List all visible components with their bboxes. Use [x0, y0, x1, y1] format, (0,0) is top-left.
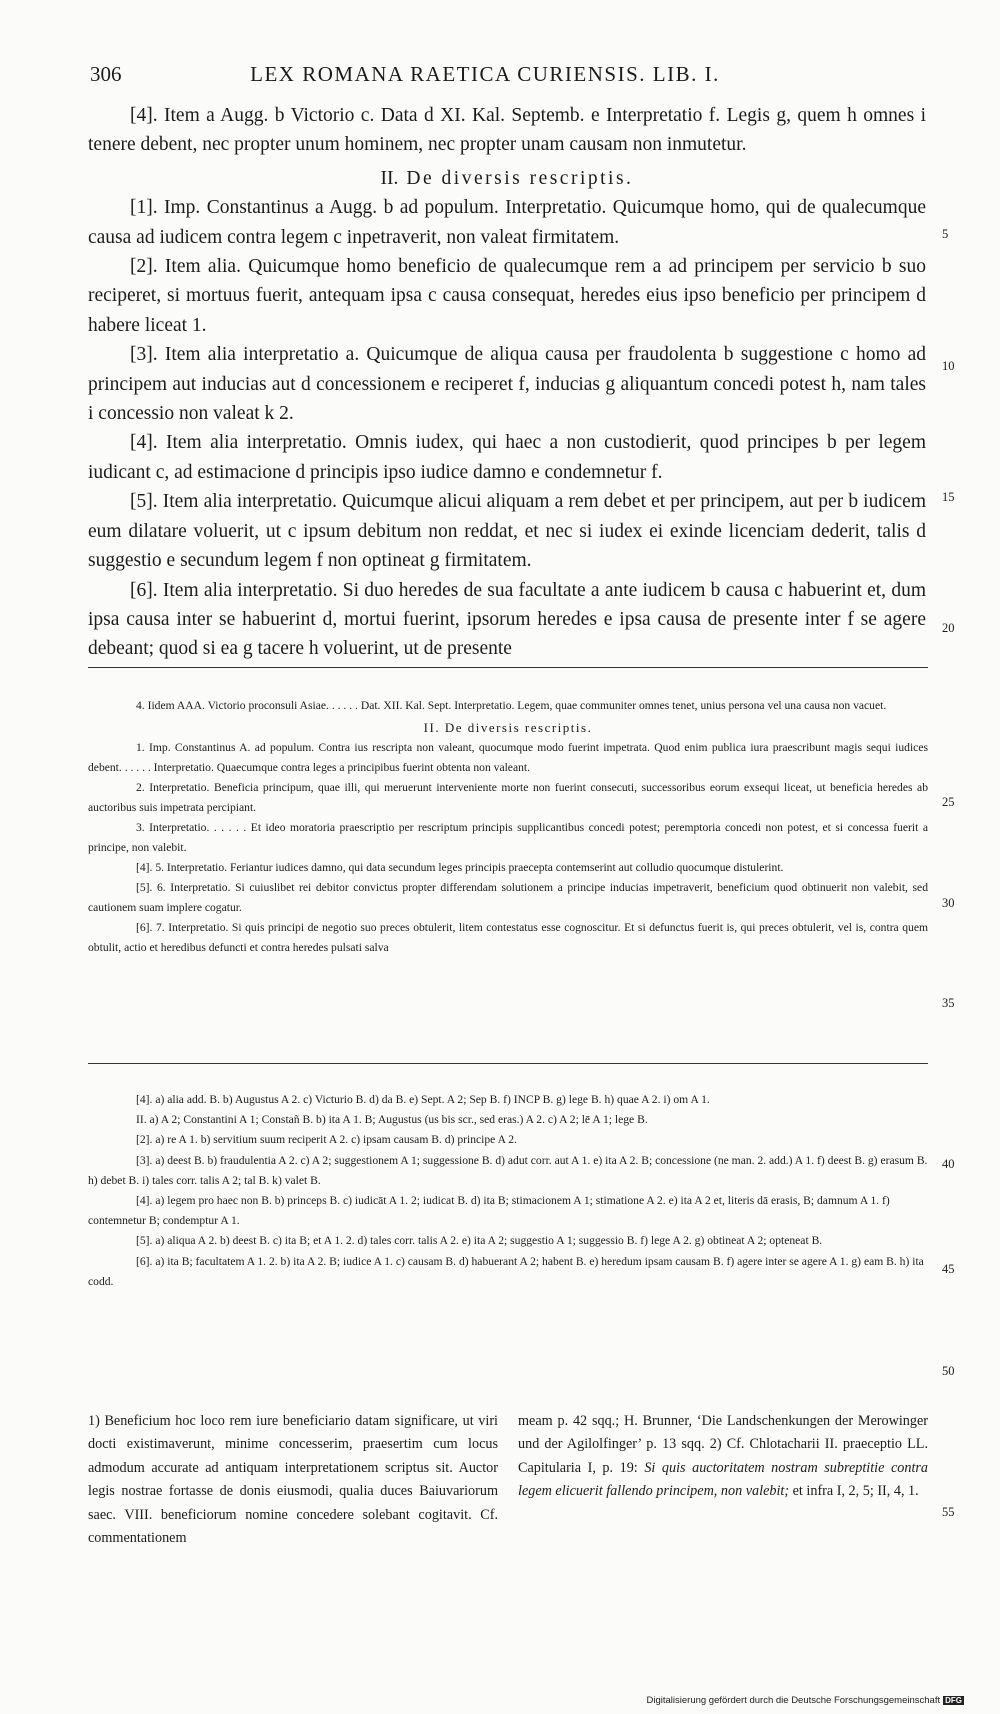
line-number: 30 [942, 896, 955, 910]
source-note-4: 4. Iidem AAA. Victorio proconsuli Asiae. . . . . . Dat. XII. Kal. Sept. Interpretatio. Legem, quae communiter omnes tenet, unius persona vel una causa non vacuet. [136, 699, 887, 712]
line-number: 5 [942, 227, 949, 241]
footnote-2-text: meam p. 42 sqq.; H. Brunner, ‘Die Landschenkungen der Merowinger und der Agilolfinger’ p. 13 sqq. 2) Cf. Chlotacharii II. praeceptio LL. Capitularia I, p. 19: [518, 1413, 928, 1476]
footer-text: Digitalisierung gefördert durch die Deutsche Forschungsgemeinschaft [646, 1695, 941, 1706]
source-note-5: [5]. 6. Interpretatio. Si cuiuslibet rei debitor convictus propter differendam solutionem a principe inducias impetraverit, beneficium quod obtinuerit non valebit, sed cautionem suam implere cogatur. [88, 881, 928, 914]
variant-II: II. a) A 2; Constantini A 1; Constañ B. b) ita A 1. B; Augustus (us bis scr., sed eras.) A 2. c) A 2; lē A 1; lege B. [136, 1113, 648, 1127]
source-note-2: 2. Interpretatio. Beneficia principum, quae illi, qui meruerunt interveniente morte non fuerint consecuti, successoribus eorum exsequi liceat, ut beneficia heredes ab auctoribus suis impetrata percipiant. [88, 781, 928, 814]
variant-3: [3]. a) deest B. b) fraudulentia A 2. c) A 2; suggestionem A 1; suggessione B. d) adut corr. aut A 1. e) ita A 2. B; concessione (ne man. 2. add.) A 1. f) deest B. g) erasum B. h) debet B. i) tales corr. talis A 2; tal B. k) valet B. [88, 1153, 928, 1187]
divider [88, 1063, 928, 1064]
line-number: 45 [942, 1262, 955, 1276]
variant-readings [88, 1090, 928, 1292]
digitization-footer [647, 1695, 965, 1706]
line-number: 25 [942, 795, 955, 809]
paragraph-s4: [4]. Item alia interpretatio. Omnis iudex, qui haec a non custodierit, quod principes b per legem iudicant c, ad estimacione d principis ipso iudice damno e condemnetur f. [88, 432, 926, 483]
dfg-logo: DFG [945, 1696, 962, 1705]
footnotes-right-column [518, 1410, 928, 1504]
main-text [88, 101, 926, 664]
paragraph-s6: [6]. Item alia interpretatio. Si duo heredes de sua facultate a ante iudicem b causa c habuerint et, dum ipsa causa inter se habuerint d, mortui fuerint, ipsorum heredes e ipsa causa de presente inter f se agere debeant; quod si ea g tacere h voluerint, ut de presente [88, 579, 926, 660]
source-note-3: 3. Interpretatio. . . . . . Et ideo moratoria praescriptio per rescriptum principis supplicantibus concedi potest; peremptoria concedi non potest, et si concessa fuerit a principe, non valebit. [88, 821, 928, 854]
paragraph-s1: [1]. Imp. Constantinus a Augg. b ad populum. Interpretatio. Quicumque homo, qui de qualecumque causa ad iudicem contra legem c inpetraverit, non valeat firmitatem. [88, 197, 926, 248]
variant-5: [5]. a) aliqua A 2. b) deest B. c) ita B; et A 1. 2. d) tales corr. talis A 2. e) ita A 2; suggestio A 1; suggessio B. f) lege A 2. g) obtineat A 2; opteneat B. [136, 1234, 823, 1248]
line-number: 55 [942, 1505, 955, 1519]
source-notes [88, 696, 928, 958]
footnotes-left-column [88, 1410, 498, 1550]
divider [88, 667, 928, 668]
source-note-4b: [4]. 5. Interpretatio. Feriantur iudices damno, qui data secundum leges principis praecepta contemserint aut colludio quocumque distulerint. [136, 861, 784, 874]
source-notes-heading: II. De diversis rescriptis. [423, 720, 593, 735]
running-header [90, 62, 880, 92]
paragraph-s2: [2]. Item alia. Quicumque homo beneficio de qualecumque rem a ad principem per servicio b suo reciperet, si mortuus fuerit, antequam ipsa c causa consequat, heredes eius ipso beneficio per principem d habere liceat 1. [88, 256, 926, 336]
section-title: De diversis rescriptis. [406, 167, 634, 189]
line-number: 10 [942, 359, 955, 373]
line-number: 40 [942, 1157, 955, 1171]
footnote-2-quote: Si quis auctoritatem nostram subreptitie contra legem elicuerit fallendo principem, non valebit; [518, 1459, 928, 1500]
paragraph-s5: [5]. Item alia interpretatio. Quicumque alicui aliquam a rem debet et per principem, aut per b iudicem eum dilatare voluerit, ut c ipsum debitum non reddat, et nec si iudex ei exinde licenciam dederit, talis d suggestio e secundum legem f non optineat g firmitatem. [88, 491, 926, 572]
line-number: 35 [942, 996, 955, 1010]
variant-2: [2]. a) re A 1. b) servitium suum reciperit A 2. c) ipsam causam B. d) principe A 2. [136, 1133, 517, 1147]
paragraph-s3: [3]. Item alia interpretatio a. Quicumque de aliqua causa per fraudolenta b suggestione c homo ad principem aut inducias aut d concessionem e reciperet f, inducias g aliquantum concedi potest h, nam tales i concessio non valeat k 2. [88, 344, 926, 425]
footnote-1: 1) Beneficium hoc loco rem iure beneficiario datam significare, ut viri docti existimaverunt, minime concesserim, praesertim cum locus admodum accurate ad antiquam interpretationem scriptus sit. Auctor legis nostrae fortasse de donis eiusmodi, qualia duces Baiuvariorum saec. VIII. beneficiorum nomine concedere solebant cogitavit. Cf. commentationem [88, 1413, 498, 1547]
variant-4: [4]. a) alia add. B. b) Augustus A 2. c) Victurio B. d) da B. e) Sept. A 2; Sep B. f) INCP B. g) lege B. h) quae A 2. i) om A 1. [136, 1093, 710, 1106]
section-heading [88, 164, 926, 193]
line-number: 20 [942, 621, 955, 635]
line-number: 15 [942, 490, 955, 504]
paragraph-4: [4]. Item a Augg. b Victorio c. Data d XI. Kal. Septemb. e Interpretatio f. Legis g, quem h omnes i tenere debent, nec propter unum hominem, nec propter unam causam non inmutetur. [88, 105, 926, 156]
source-note-1: 1. Imp. Constantinus A. ad populum. Contra ius rescripta non valeant, quocumque modo fuerint impetrata. Quod enim publica iura praescribunt magis sequi iudices debent. . . . . . Interpretatio. Quaecumque contra leges a principibus fuerint obtenta non valeant. [88, 741, 928, 774]
footnote-2-ref: et infra I, 2, 5; II, 4, 1. [792, 1483, 919, 1500]
variant-6: [6]. a) ita B; facultatem A 1. 2. b) ita A 2. B; iudice A 1. c) causam B. d) habuerant A 2; habent B. e) heredum ipsam causam B. f) agere inter se agere A 1. g) eam B. h) ita codd. [88, 1254, 924, 1288]
variant-4b: [4]. a) legem pro haec non B. b) princeps B. c) iudicāt A 1. 2; iudicat B. d) ita B; stimacionem A 1; stimatione A 2. e) ita A 2 et, literis dā erasis, B; damnum A 1. f) contemnetur B; condemptur A 1. [88, 1194, 890, 1228]
source-note-6: [6]. 7. Interpretatio. Si quis principi de negotio suo preces obtulerit, litem contestatus esse cognoscitur. Et si defunctus fuerit is, qui preces obtulerit, vel is, contra quem obtulit, actio et heredibus defuncti et contra heredes pulsati salva [88, 921, 928, 954]
running-title: LEX ROMANA RAETICA CURIENSIS. LIB. I. [250, 62, 720, 86]
page-number: 306 [90, 62, 122, 86]
footnote-2 [518, 1410, 928, 1504]
line-number: 50 [942, 1364, 955, 1378]
section-number: II. [380, 167, 399, 189]
